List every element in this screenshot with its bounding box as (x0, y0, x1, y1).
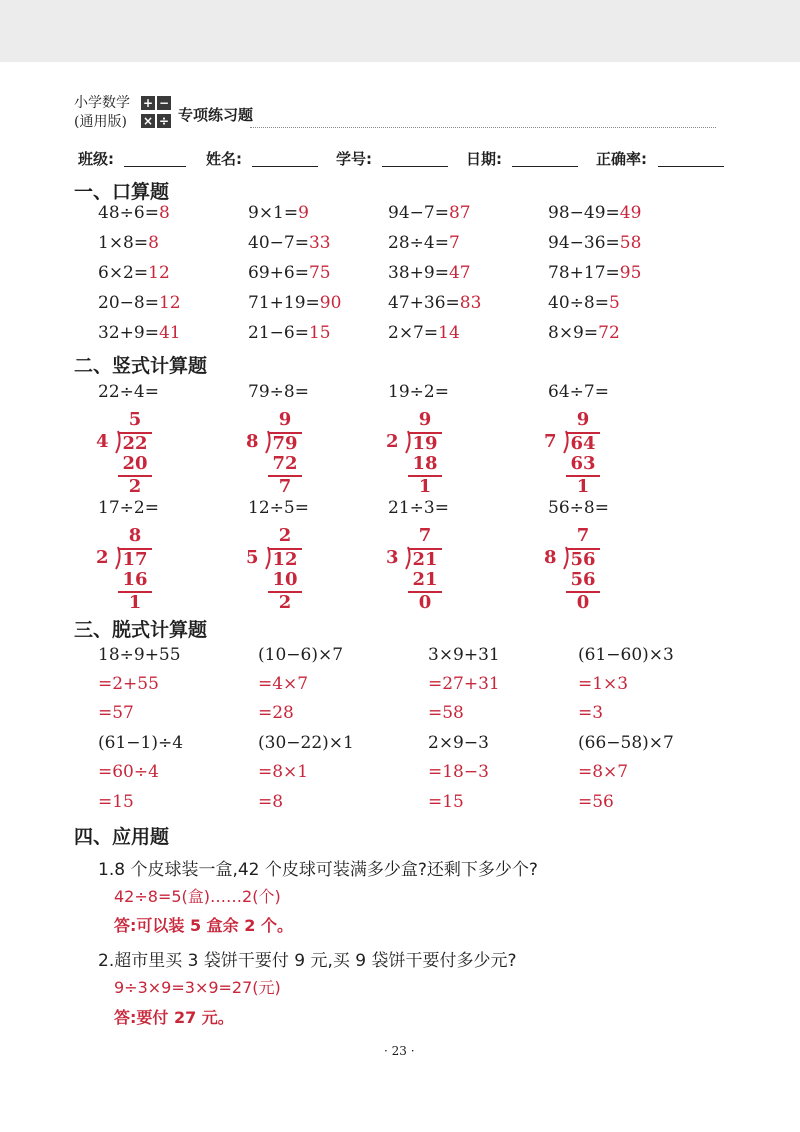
problem-text: 48÷6= (98, 203, 159, 223)
problem-text: 2×7= (388, 323, 439, 343)
expression: (66−58)×7 (578, 733, 674, 753)
problem-text: 71+19= (248, 293, 320, 313)
header-divider (250, 127, 716, 128)
answer-text: 83 (459, 293, 482, 313)
remainder: 1 (128, 592, 142, 613)
answer-text: 75 (308, 263, 331, 283)
step-2: =56 (578, 792, 614, 812)
step-2: =15 (428, 792, 464, 812)
section-title: 一、口算题 (74, 181, 170, 203)
problem-text: 40÷8= (548, 293, 609, 313)
quotient: 8 (128, 525, 142, 546)
oral-problem (248, 233, 331, 253)
oral-problem (248, 263, 331, 283)
remainder: 0 (418, 592, 432, 613)
problem-text: 9×1= (248, 203, 299, 223)
remainder: 1 (576, 476, 590, 497)
expression: 18÷9+55 (98, 645, 181, 665)
answer-text: 9 (298, 203, 309, 223)
quotient: 9 (278, 409, 292, 430)
oral-problem (548, 293, 620, 313)
division-problem: 22÷4= (98, 382, 159, 402)
answer-text: 5 (608, 293, 620, 313)
problem-text: 28÷4= (388, 233, 449, 253)
oral-problem (548, 323, 620, 343)
quotient: 7 (418, 525, 432, 546)
answer-text: 8 (148, 233, 159, 253)
plus-icon: + (142, 96, 154, 110)
expression: (10−6)×7 (258, 645, 344, 665)
problem-text: 78+17= (548, 263, 620, 283)
word-problem-question: 2.超市里买 3 袋饼干要付 9 元,买 9 袋饼干要付多少元? (98, 951, 517, 971)
answer-text: 58 (619, 233, 642, 253)
problem-text: 69+6= (248, 263, 309, 283)
expression: 2×9−3 (428, 733, 489, 753)
step-2: =58 (428, 703, 464, 723)
step-2: =57 (98, 703, 134, 723)
answer-text: 49 (619, 203, 642, 223)
student-no-field[interactable] (382, 166, 448, 167)
problem-text: 94−7= (388, 203, 449, 223)
answer-text: 47 (448, 263, 471, 283)
dividend: 17 (118, 548, 152, 570)
oral-problem (388, 233, 460, 253)
remainder: 0 (576, 592, 590, 613)
remainder: 1 (418, 476, 432, 497)
long-division (386, 525, 461, 613)
answer-text: 72 (598, 323, 620, 343)
step-1: =27+31 (428, 674, 500, 694)
divisor: 8 (544, 547, 557, 568)
division-problem: 64÷7= (548, 382, 609, 402)
word-problem-question: 1.8 个皮球装一盒,42 个皮球可装满多少盒?还剩下多少个? (98, 860, 538, 880)
answer-text: 41 (158, 323, 181, 343)
expression: (30−22)×1 (258, 733, 354, 753)
problem-text: 21−6= (248, 323, 309, 343)
oral-problem (388, 293, 481, 313)
problem-text: 8×9= (548, 323, 599, 343)
oral-problem (248, 293, 341, 313)
product: 72 (268, 454, 302, 477)
oral-problem (248, 323, 331, 343)
step-1: =8×1 (258, 762, 309, 782)
class-field[interactable] (124, 166, 186, 167)
divisor: 8 (246, 431, 259, 452)
oral-problem (548, 263, 641, 283)
divisor: 5 (246, 547, 259, 568)
answer-text: 87 (448, 203, 471, 223)
date-label: 日期: (466, 150, 502, 168)
page-title: 专项练习题 (178, 106, 254, 124)
remainder: 7 (278, 476, 292, 497)
answer-text: 7 (448, 233, 460, 253)
quotient: 7 (576, 525, 590, 546)
dividend: 22 (118, 432, 152, 454)
class-label: 班级: (78, 150, 114, 168)
product: 10 (268, 570, 302, 593)
quotient: 5 (128, 409, 142, 430)
step-1: =18−3 (428, 762, 489, 782)
division-problem: 12÷5= (248, 498, 309, 518)
divisor: 2 (386, 431, 399, 452)
problem-text: 6×2= (98, 263, 149, 283)
division-problem: 21÷3= (388, 498, 449, 518)
step-2: =3 (578, 703, 604, 723)
expression: (61−1)÷4 (98, 733, 184, 753)
division-problem: 56÷8= (548, 498, 609, 518)
step-1: =2+55 (98, 674, 159, 694)
series-edition: (通用版) (74, 114, 127, 130)
dividend: 64 (566, 432, 600, 454)
top-band (0, 0, 800, 62)
word-problem-work: 42÷8=5(盒)……2(个) (114, 887, 281, 906)
answer-text: 95 (619, 263, 642, 283)
product: 18 (408, 454, 442, 477)
word-problem-answer: 答:可以装 5 盒余 2 个。 (114, 916, 293, 935)
divisor: 2 (96, 547, 109, 568)
page-number: · 23 · (384, 1044, 415, 1058)
oral-problem (388, 203, 471, 223)
long-division (96, 525, 171, 613)
dividend: 21 (408, 548, 442, 570)
step-1: =60÷4 (98, 762, 159, 782)
product: 63 (566, 454, 600, 477)
problem-text: 94−36= (548, 233, 620, 253)
answer-text: 14 (438, 323, 460, 343)
oral-problem (98, 293, 181, 313)
times-icon: × (142, 114, 154, 128)
step-2: =8 (258, 792, 284, 812)
dividend: 79 (268, 432, 302, 454)
division-problem: 17÷2= (98, 498, 159, 518)
word-problem-work: 9÷3×9=3×9=27(元) (114, 978, 281, 997)
division-problem: 19÷2= (388, 382, 449, 402)
product: 21 (408, 570, 442, 593)
problem-text: 32+9= (98, 323, 159, 343)
series-title: 小学数学 (74, 95, 130, 111)
oral-problem (248, 203, 309, 223)
dividend: 12 (268, 548, 302, 570)
step-2: =28 (258, 703, 294, 723)
divide-icon: ÷ (158, 114, 170, 128)
answer-text: 15 (308, 323, 331, 343)
long-division (544, 409, 619, 497)
answer-text: 33 (308, 233, 331, 253)
step-2: =15 (98, 792, 134, 812)
long-division (544, 525, 619, 613)
problem-text: 38+9= (388, 263, 449, 283)
divisor: 3 (386, 547, 399, 568)
step-1: =4×7 (258, 674, 309, 694)
oral-problem (548, 233, 641, 253)
answer-text: 12 (148, 263, 170, 283)
problem-text: 47+36= (388, 293, 460, 313)
oral-problem (98, 233, 159, 253)
answer-text: 12 (158, 293, 181, 313)
section-title: 三、脱式计算题 (74, 619, 208, 641)
problem-text: 20−8= (98, 293, 159, 313)
expression: 3×9+31 (428, 645, 500, 665)
step-1: =8×7 (578, 762, 629, 782)
division-problem: 79÷8= (248, 382, 309, 402)
quotient: 9 (418, 409, 432, 430)
product: 16 (118, 570, 152, 593)
problem-text: 98−49= (548, 203, 620, 223)
product: 56 (566, 570, 600, 593)
minus-icon: − (158, 96, 170, 110)
accuracy-field[interactable] (658, 166, 724, 167)
oral-problem (98, 203, 170, 223)
dividend: 56 (566, 548, 600, 570)
divisor: 7 (544, 431, 557, 452)
name-field[interactable] (252, 166, 318, 167)
oral-problem (548, 203, 641, 223)
problem-text: 1×8= (98, 233, 149, 253)
quotient: 9 (576, 409, 590, 430)
section-title: 二、竖式计算题 (74, 355, 208, 377)
oral-problem (98, 323, 181, 343)
product: 20 (118, 454, 152, 477)
long-division (386, 409, 461, 497)
dividend: 19 (408, 432, 442, 454)
long-division (246, 409, 321, 497)
answer-text: 8 (158, 203, 170, 223)
long-division (246, 525, 321, 613)
oral-problem (98, 263, 170, 283)
problem-text: 40−7= (248, 233, 309, 253)
remainder: 2 (278, 592, 292, 613)
step-1: =1×3 (578, 674, 629, 694)
date-field[interactable] (512, 166, 578, 167)
answer-text: 90 (319, 293, 342, 313)
accuracy-label: 正确率: (596, 150, 647, 168)
long-division (96, 409, 171, 497)
name-label: 姓名: (206, 150, 242, 168)
oral-problem (388, 323, 460, 343)
section-title: 四、应用题 (74, 826, 170, 848)
word-problem-answer: 答:要付 27 元。 (114, 1008, 234, 1027)
quotient: 2 (278, 525, 292, 546)
student-no-label: 学号: (336, 150, 372, 168)
expression: (61−60)×3 (578, 645, 674, 665)
divisor: 4 (96, 431, 109, 452)
remainder: 2 (128, 476, 142, 497)
oral-problem (388, 263, 471, 283)
